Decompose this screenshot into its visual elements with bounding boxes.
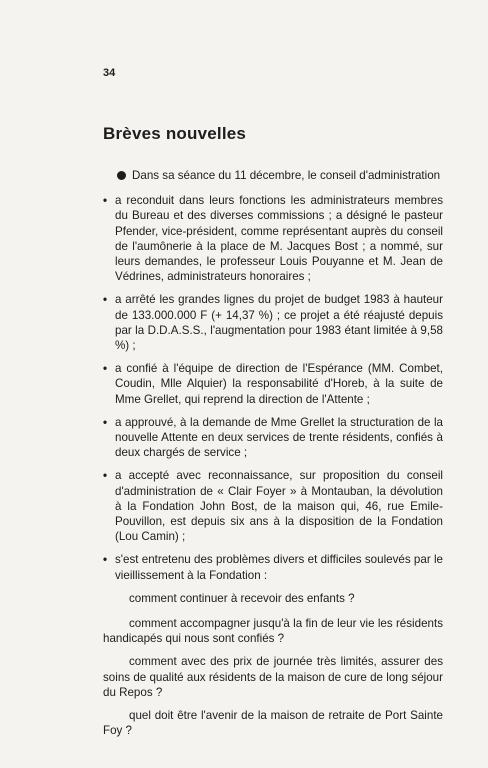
list-item (103, 193, 443, 284)
bullet-icon: • (103, 553, 108, 567)
bullet-icon: • (103, 194, 108, 208)
question-paragraph: comment accompagner jusqu'à la fin de leur vie les résidents handicapés qui nous sont confiés ? (103, 617, 443, 646)
question-paragraph: comment continuer à recevoir des enfants ? (129, 591, 355, 605)
list-item-text: a arrêté les grandes lignes du projet de budget 1983 à hauteur de 133.000.000 F (+ 14,37 %) ; ce projet a été réajusté depuis par la D.D.A.S.S., l'augmentation pour 1983 étant limitée à 9,58 %) ; (115, 293, 443, 353)
list-item-text: s'est entretenu des problèmes divers et difficiles soulevés par le vieillissement à la Fondation : (115, 553, 443, 582)
list-item-text: a reconduit dans leurs fonctions les administrateurs membres du Bureau et des diverses commissions ; a désigné le pasteur Pfender, vice-président, comme représentant auprès du conseil de l'aumônerie à la place de M. Jacques Bost ; a nommé, sur leurs demandes, le professeur Louis Pouyanne et M. Jean de Védrines, administrateurs honoraires ; (115, 194, 443, 284)
question-paragraph: comment avec des prix de journée très limités, assurer des soins de qualité aux résidents de la maison de cure de long séjour du Repos ? (103, 655, 443, 699)
bullet-icon: • (103, 415, 108, 429)
list-item-text: a accepté avec reconnaissance, sur proposition du conseil d'administration de « Clair Foyer » à Montauban, la dévolution à la Fondation John Bost, de la maison qui, 46, rue Emile-Pouvillon, est depuis six ans à la disposition de la Fondation (Lou Camin) ; (115, 469, 443, 544)
bullet-icon: • (103, 362, 108, 376)
list-item (103, 292, 443, 353)
list-item (103, 415, 443, 461)
list-item-text: a confié à l'équipe de direction de l'Espérance (MM. Combet, Coudin, Mlle Alquier) la responsabilité d'Horeb, à la suite de Mme Grellet, qui reprend la direction de l'Attente ; (115, 362, 443, 406)
list-item-text: a approuvé, à la demande de Mme Grellet la structuration de la nouvelle Attente en deux services de trente résidents, confiés à deux chargés de service ; (115, 415, 443, 460)
lead-paragraph (103, 168, 443, 183)
article-body (103, 168, 443, 747)
list-item (103, 361, 443, 407)
list-item (103, 552, 443, 582)
lead-text: Dans sa séance du 11 décembre, le conseil d'administration (132, 169, 441, 182)
list-item (103, 468, 443, 544)
question-paragraph: quel doit être l'avenir de la maison de retraite de Port Sainte Foy ? (103, 709, 443, 738)
bullet-icon: • (103, 293, 108, 307)
round-bullet-icon (117, 171, 126, 180)
bullet-icon: • (103, 469, 108, 483)
page-number: 34 (103, 67, 116, 79)
section-heading: Brèves nouvelles (103, 124, 247, 143)
